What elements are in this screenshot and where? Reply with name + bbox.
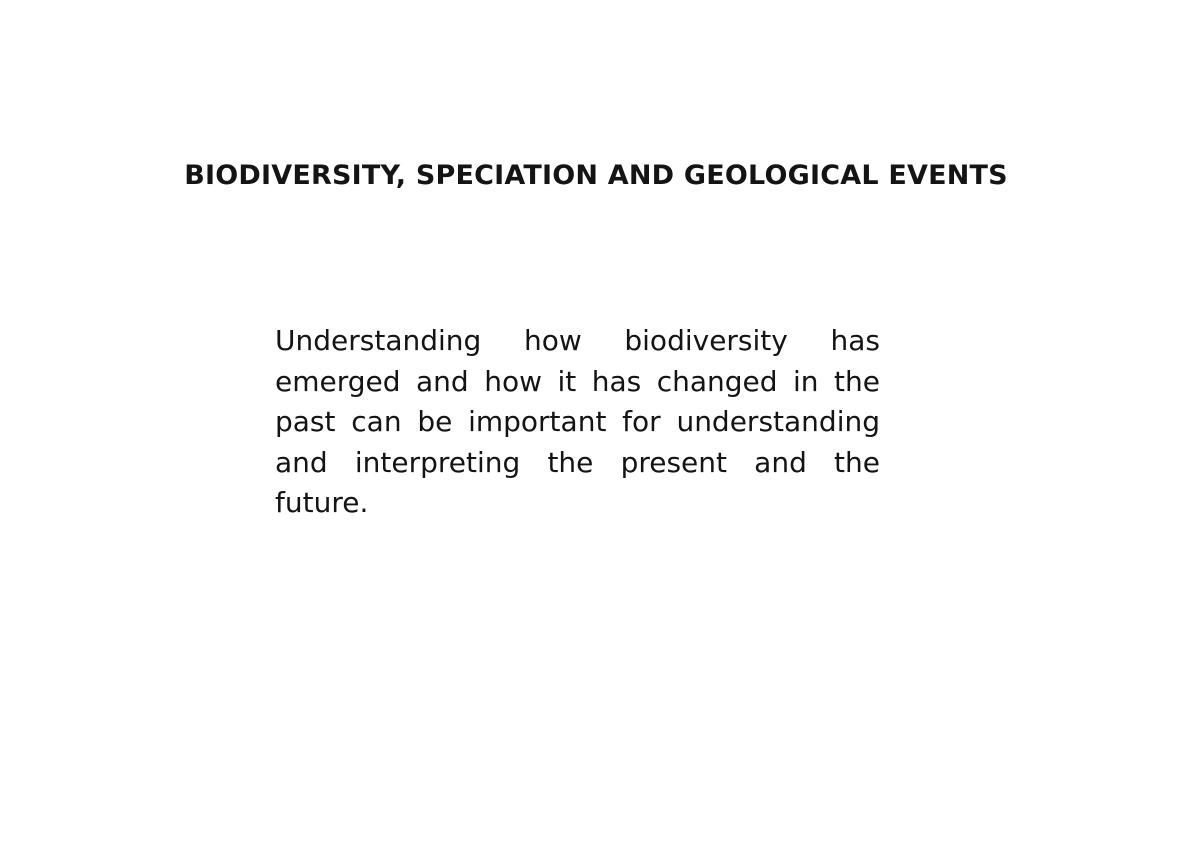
body-paragraph: Understanding how biodiversity has emerged and how it has changed in the past can be important for understanding and interpreting the present and the future. <box>275 324 880 519</box>
page-title: BIODIVERSITY, SPECIATION AND GEOLOGICAL EVENTS <box>184 160 1008 191</box>
